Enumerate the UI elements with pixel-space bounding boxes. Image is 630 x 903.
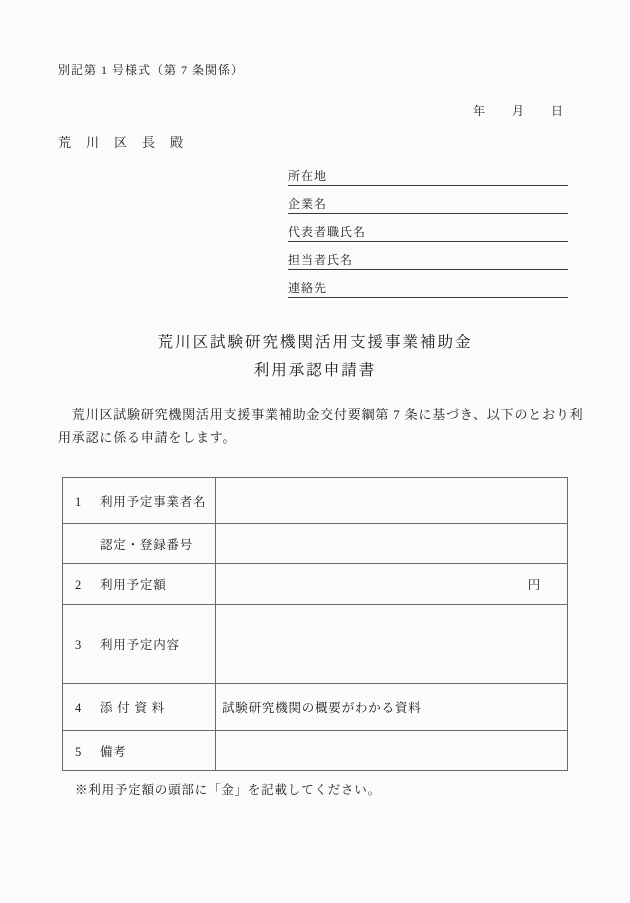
form-code-label: 別記第 1 号様式（第 7 条関係） — [58, 63, 245, 77]
table-row-planned-amount — [63, 564, 568, 605]
row-value-business-name — [216, 478, 568, 524]
currency-unit-label: 円 — [527, 578, 541, 592]
row-number: 2 — [75, 578, 83, 592]
field-contact-person-label: 担当者氏名 — [288, 253, 354, 267]
table-row-remarks — [63, 731, 568, 771]
row-label-text: 利用予定内容 — [100, 638, 180, 652]
row-label-text: 添 付 資 料 — [100, 701, 165, 715]
field-address — [288, 158, 568, 186]
row-number: 5 — [75, 744, 83, 759]
footnote: ※利用予定額の頭部に「金」を記載してください。 — [75, 783, 381, 797]
row-value-attachments: 試験研究機関の概要がわかる資料 — [216, 684, 568, 731]
addressee-line: 荒 川 区 長 殿 — [58, 135, 185, 150]
table-row-attachments — [63, 684, 568, 731]
row-value-registration-number — [216, 524, 568, 564]
field-company-name-label: 企業名 — [288, 197, 328, 211]
row-label-text: 利用予定事業者名 — [100, 494, 207, 509]
row-value-remarks — [216, 731, 568, 771]
row-label-business-name — [63, 478, 216, 524]
body-paragraph — [58, 403, 584, 449]
application-table — [62, 477, 568, 771]
field-address-label: 所在地 — [288, 169, 328, 183]
row-value-planned-amount — [216, 564, 568, 605]
row-value-planned-details — [216, 605, 568, 684]
field-contact-info-label: 連絡先 — [288, 281, 328, 295]
date-line: 年 月 日 — [472, 104, 564, 118]
row-label-remarks — [63, 731, 216, 771]
row-label-text: 認定・登録番号 — [100, 537, 194, 552]
document-title-line1: 荒川区試験研究機関活用支援事業補助金 — [157, 334, 473, 351]
field-contact-info — [288, 270, 568, 298]
row-number: 1 — [75, 494, 83, 509]
document-title-line2: 利用承認申請書 — [253, 362, 377, 379]
field-representative-name-label: 代表者職氏名 — [288, 225, 367, 239]
row-label-text: 利用予定額 — [100, 578, 167, 592]
row-number: 3 — [75, 638, 83, 652]
table-row-planned-details — [63, 605, 568, 684]
applicant-fields-block — [288, 158, 568, 298]
body-paragraph-line1: 荒川区試験研究機関活用支援事業補助金交付要綱第 7 条に基づき、以下のとおり利 — [58, 407, 584, 422]
row-number: 4 — [75, 701, 83, 715]
row-label-planned-amount — [63, 564, 216, 605]
field-representative-name — [288, 214, 568, 242]
row-label-planned-details — [63, 605, 216, 684]
field-company-name — [288, 186, 568, 214]
field-contact-person — [288, 242, 568, 270]
table-row-business-name — [63, 478, 568, 524]
row-label-attachments — [63, 684, 216, 731]
table-row-registration-number — [63, 524, 568, 564]
row-label-registration-number — [63, 524, 216, 564]
body-paragraph-line2: 用承認に係る申請をします。 — [58, 430, 237, 445]
row-label-text: 備考 — [100, 744, 127, 759]
